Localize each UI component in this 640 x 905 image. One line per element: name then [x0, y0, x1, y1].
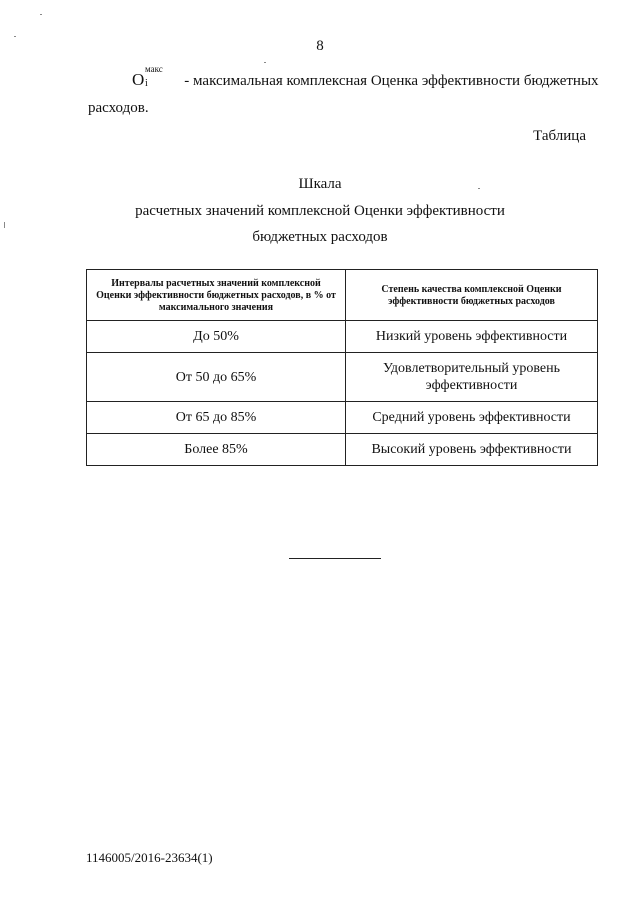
- quality-cell: Удовлетворительный уровень эффективности: [346, 353, 598, 402]
- closing-rule: [289, 558, 381, 559]
- table-caption: Таблица: [533, 128, 586, 144]
- table-header-row: [87, 270, 598, 321]
- quality-cell: Средний уровень эффективности: [346, 402, 598, 434]
- efficiency-scale-table: [86, 269, 598, 466]
- quality-cell: Низкий уровень эффективности: [346, 321, 598, 353]
- table-row: [87, 402, 598, 434]
- quality-cell: Высокий уровень эффективности: [346, 434, 598, 466]
- interval-cell: От 50 до 65%: [87, 353, 346, 402]
- header-intervals: Интервалы расчетных значений комплексной Оценки эффективности бюджетных расходов, в % от максимального значения: [87, 270, 346, 321]
- formula-continuation: расходов.: [88, 100, 149, 116]
- header-quality: Степень качества комплексной Оценки эффективности бюджетных расходов: [346, 270, 598, 321]
- formula-symbol: O макс i: [132, 64, 163, 89]
- scan-speck: [40, 14, 42, 15]
- table-row: [87, 321, 598, 353]
- formula-subscript: i: [145, 78, 148, 89]
- table-row: [87, 434, 598, 466]
- table-title-line2: расчетных значений комплексной Оценки эффективности: [135, 203, 505, 219]
- scan-speck: [4, 222, 5, 228]
- formula-superscript: макс: [145, 64, 163, 74]
- document-code: 1146005/2016-23634(1): [86, 850, 213, 865]
- page-number: 8: [316, 38, 324, 54]
- interval-cell: От 65 до 85%: [87, 402, 346, 434]
- scan-speck: [478, 188, 480, 189]
- interval-cell: До 50%: [87, 321, 346, 353]
- formula-line: [132, 64, 599, 90]
- scan-speck: [14, 36, 16, 37]
- table-row: [87, 353, 598, 402]
- table-title-line1: Шкала: [298, 176, 342, 192]
- interval-cell: Более 85%: [87, 434, 346, 466]
- table-title-line3: бюджетных расходов: [252, 229, 388, 245]
- formula-description: - максимальная комплексная Оценка эффективности бюджетных: [184, 73, 599, 89]
- scan-speck: [264, 62, 266, 63]
